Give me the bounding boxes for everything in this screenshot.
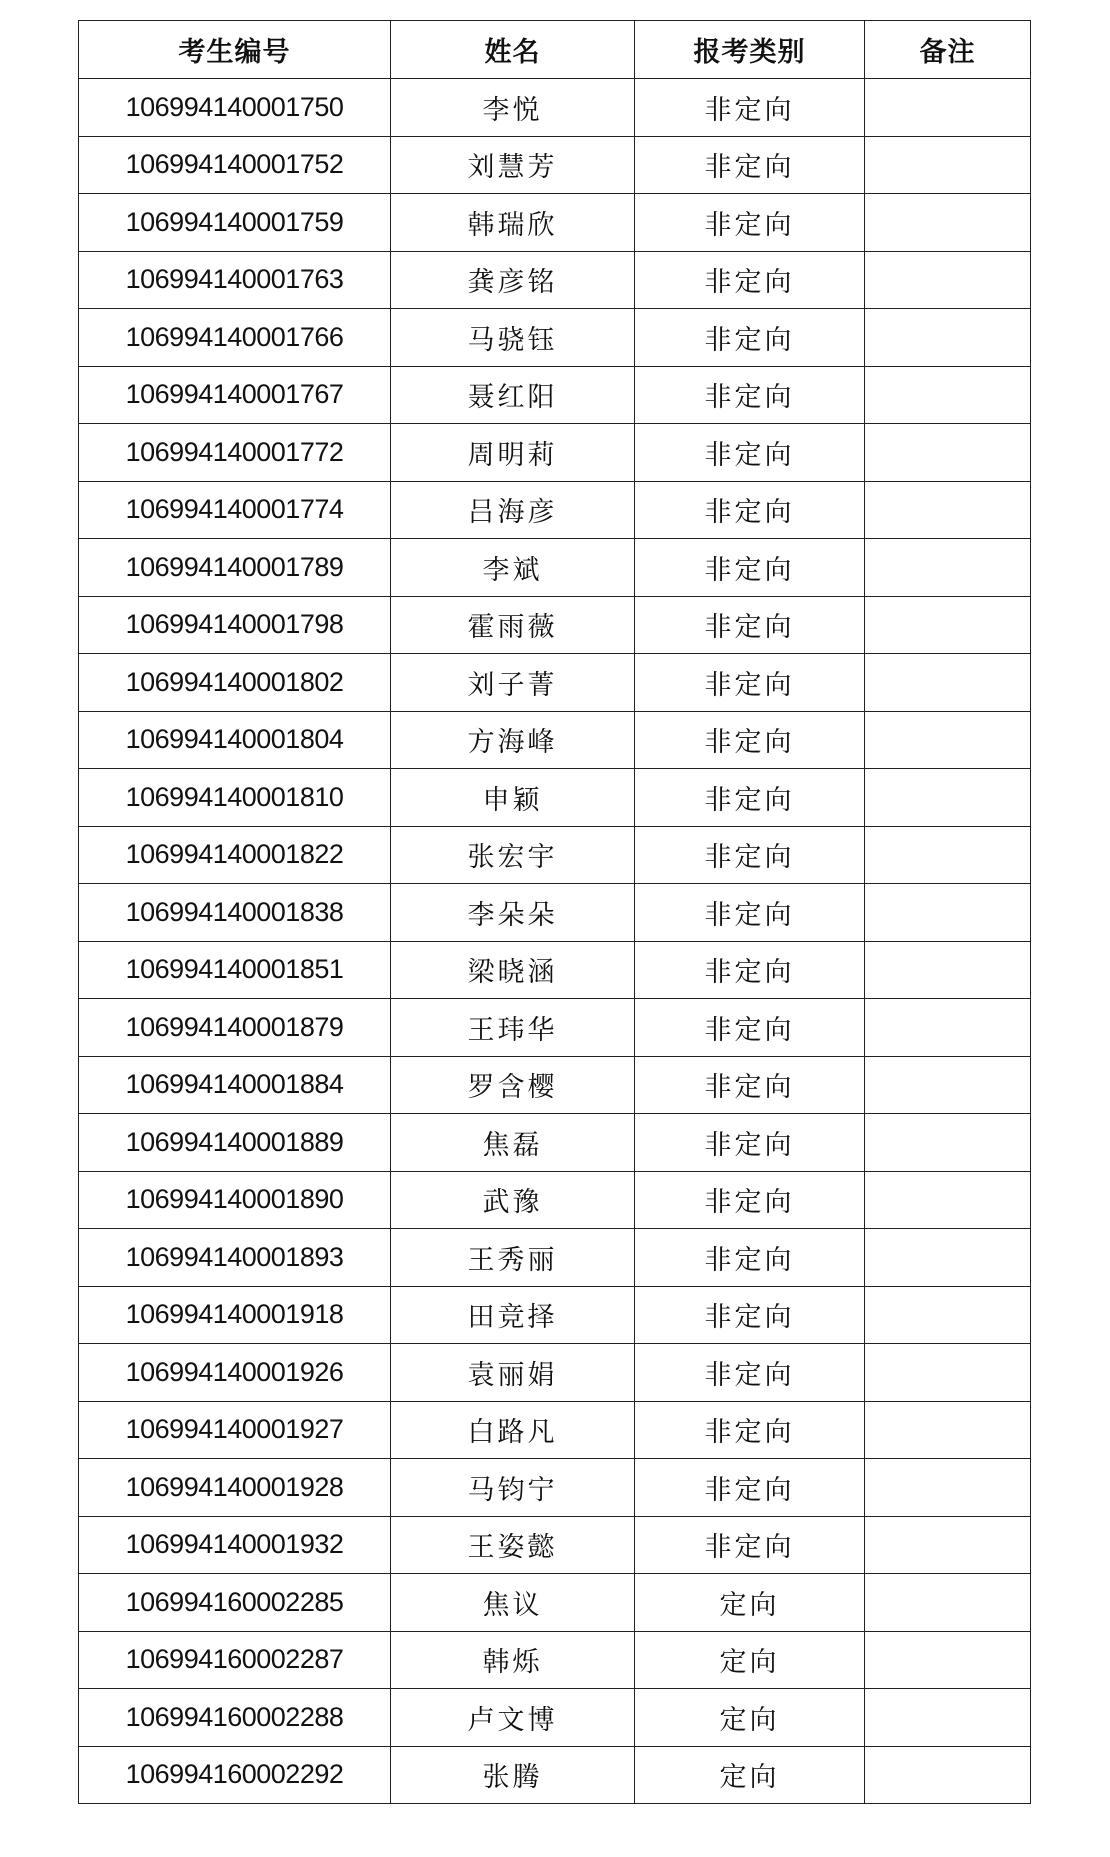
candidate-id-cell: 106994160002285 bbox=[79, 1574, 391, 1632]
table-row bbox=[79, 884, 1031, 942]
candidate-id-cell: 106994140001810 bbox=[79, 769, 391, 827]
candidate-id-cell: 106994140001766 bbox=[79, 309, 391, 367]
candidate-id-cell: 106994140001789 bbox=[79, 539, 391, 597]
application-type-cell: 非定向 bbox=[635, 251, 865, 309]
candidate-id-cell: 106994140001851 bbox=[79, 941, 391, 999]
table-row bbox=[79, 1401, 1031, 1459]
remarks-cell bbox=[865, 654, 1031, 712]
candidate-name-cell: 焦磊 bbox=[391, 1114, 635, 1172]
candidate-name-cell: 卢文博 bbox=[391, 1689, 635, 1747]
remarks-cell bbox=[865, 826, 1031, 884]
remarks-cell bbox=[865, 79, 1031, 137]
table-row bbox=[79, 1114, 1031, 1172]
table-row bbox=[79, 826, 1031, 884]
candidate-name-cell: 韩烁 bbox=[391, 1631, 635, 1689]
candidate-name-cell: 王姿懿 bbox=[391, 1516, 635, 1574]
candidate-id-cell: 106994140001772 bbox=[79, 424, 391, 482]
candidate-name-cell: 申颖 bbox=[391, 769, 635, 827]
candidate-name-cell: 王玮华 bbox=[391, 999, 635, 1057]
remarks-cell bbox=[865, 769, 1031, 827]
table-row bbox=[79, 539, 1031, 597]
candidate-name-cell: 霍雨薇 bbox=[391, 596, 635, 654]
remarks-cell bbox=[865, 1286, 1031, 1344]
remarks-cell bbox=[865, 366, 1031, 424]
header-application-type: 报考类别 bbox=[635, 21, 865, 79]
table-body bbox=[79, 79, 1031, 1804]
table-header bbox=[79, 21, 1031, 79]
application-type-cell: 非定向 bbox=[635, 941, 865, 999]
table-row bbox=[79, 1516, 1031, 1574]
remarks-cell bbox=[865, 1631, 1031, 1689]
remarks-cell bbox=[865, 711, 1031, 769]
candidate-id-cell: 106994140001926 bbox=[79, 1344, 391, 1402]
table-row bbox=[79, 596, 1031, 654]
table-row bbox=[79, 1746, 1031, 1804]
application-type-cell: 定向 bbox=[635, 1574, 865, 1632]
remarks-cell bbox=[865, 539, 1031, 597]
remarks-cell bbox=[865, 1459, 1031, 1517]
remarks-cell bbox=[865, 1689, 1031, 1747]
table-row bbox=[79, 481, 1031, 539]
remarks-cell bbox=[865, 424, 1031, 482]
candidate-name-cell: 马钧宁 bbox=[391, 1459, 635, 1517]
application-type-cell: 定向 bbox=[635, 1746, 865, 1804]
remarks-cell bbox=[865, 1746, 1031, 1804]
table-row bbox=[79, 654, 1031, 712]
candidate-id-cell: 106994140001889 bbox=[79, 1114, 391, 1172]
application-type-cell: 非定向 bbox=[635, 481, 865, 539]
candidate-name-cell: 刘慧芳 bbox=[391, 136, 635, 194]
candidate-id-cell: 106994140001879 bbox=[79, 999, 391, 1057]
candidate-name-cell: 李朵朵 bbox=[391, 884, 635, 942]
application-type-cell: 非定向 bbox=[635, 1056, 865, 1114]
candidate-name-cell: 张腾 bbox=[391, 1746, 635, 1804]
remarks-cell bbox=[865, 1056, 1031, 1114]
candidate-name-cell: 刘子菁 bbox=[391, 654, 635, 712]
candidate-id-cell: 106994140001804 bbox=[79, 711, 391, 769]
candidate-id-cell: 106994140001774 bbox=[79, 481, 391, 539]
candidate-name-cell: 吕海彦 bbox=[391, 481, 635, 539]
table-row bbox=[79, 1171, 1031, 1229]
candidate-id-cell: 106994140001890 bbox=[79, 1171, 391, 1229]
application-type-cell: 非定向 bbox=[635, 194, 865, 252]
candidate-id-cell: 106994160002292 bbox=[79, 1746, 391, 1804]
candidate-name-cell: 白路凡 bbox=[391, 1401, 635, 1459]
remarks-cell bbox=[865, 1171, 1031, 1229]
application-type-cell: 非定向 bbox=[635, 884, 865, 942]
candidate-name-cell: 田竞择 bbox=[391, 1286, 635, 1344]
table-row bbox=[79, 941, 1031, 999]
header-remarks: 备注 bbox=[865, 21, 1031, 79]
remarks-cell bbox=[865, 1401, 1031, 1459]
table-row bbox=[79, 1286, 1031, 1344]
remarks-cell bbox=[865, 309, 1031, 367]
table-row bbox=[79, 999, 1031, 1057]
candidate-name-cell: 李悦 bbox=[391, 79, 635, 137]
candidate-id-cell: 106994140001893 bbox=[79, 1229, 391, 1287]
table-row bbox=[79, 1574, 1031, 1632]
candidate-name-cell: 王秀丽 bbox=[391, 1229, 635, 1287]
candidate-id-cell: 106994140001763 bbox=[79, 251, 391, 309]
candidate-name-cell: 龚彦铭 bbox=[391, 251, 635, 309]
application-type-cell: 非定向 bbox=[635, 1516, 865, 1574]
candidate-id-cell: 106994140001927 bbox=[79, 1401, 391, 1459]
remarks-cell bbox=[865, 1344, 1031, 1402]
application-type-cell: 非定向 bbox=[635, 999, 865, 1057]
application-type-cell: 非定向 bbox=[635, 769, 865, 827]
remarks-cell bbox=[865, 136, 1031, 194]
table-row bbox=[79, 424, 1031, 482]
candidate-id-cell: 106994140001928 bbox=[79, 1459, 391, 1517]
application-type-cell: 定向 bbox=[635, 1631, 865, 1689]
table-row bbox=[79, 1631, 1031, 1689]
candidate-name-cell: 罗含樱 bbox=[391, 1056, 635, 1114]
table-row bbox=[79, 1459, 1031, 1517]
application-type-cell: 非定向 bbox=[635, 826, 865, 884]
remarks-cell bbox=[865, 596, 1031, 654]
remarks-cell bbox=[865, 481, 1031, 539]
header-row bbox=[79, 21, 1031, 79]
remarks-cell bbox=[865, 194, 1031, 252]
table-row bbox=[79, 711, 1031, 769]
table-row bbox=[79, 1056, 1031, 1114]
table-row bbox=[79, 366, 1031, 424]
table-row bbox=[79, 251, 1031, 309]
candidate-id-cell: 106994160002288 bbox=[79, 1689, 391, 1747]
candidate-id-cell: 106994140001822 bbox=[79, 826, 391, 884]
table-row bbox=[79, 194, 1031, 252]
candidate-id-cell: 106994140001802 bbox=[79, 654, 391, 712]
candidate-name-cell: 周明莉 bbox=[391, 424, 635, 482]
table-row bbox=[79, 79, 1031, 137]
application-type-cell: 非定向 bbox=[635, 309, 865, 367]
remarks-cell bbox=[865, 941, 1031, 999]
candidate-table bbox=[78, 20, 1031, 1804]
candidate-name-cell: 韩瑞欣 bbox=[391, 194, 635, 252]
candidate-name-cell: 方海峰 bbox=[391, 711, 635, 769]
candidate-name-cell: 梁晓涵 bbox=[391, 941, 635, 999]
candidate-id-cell: 106994140001884 bbox=[79, 1056, 391, 1114]
header-name: 姓名 bbox=[391, 21, 635, 79]
application-type-cell: 非定向 bbox=[635, 424, 865, 482]
application-type-cell: 非定向 bbox=[635, 136, 865, 194]
candidate-id-cell: 106994140001759 bbox=[79, 194, 391, 252]
table-row bbox=[79, 1344, 1031, 1402]
application-type-cell: 非定向 bbox=[635, 366, 865, 424]
header-candidate-id: 考生编号 bbox=[79, 21, 391, 79]
candidate-id-cell: 106994160002287 bbox=[79, 1631, 391, 1689]
application-type-cell: 非定向 bbox=[635, 596, 865, 654]
remarks-cell bbox=[865, 884, 1031, 942]
candidate-id-cell: 106994140001767 bbox=[79, 366, 391, 424]
candidate-name-cell: 聂红阳 bbox=[391, 366, 635, 424]
table-row bbox=[79, 136, 1031, 194]
application-type-cell: 非定向 bbox=[635, 79, 865, 137]
candidate-id-cell: 106994140001932 bbox=[79, 1516, 391, 1574]
candidate-id-cell: 106994140001918 bbox=[79, 1286, 391, 1344]
candidate-id-cell: 106994140001752 bbox=[79, 136, 391, 194]
application-type-cell: 非定向 bbox=[635, 539, 865, 597]
table-row bbox=[79, 769, 1031, 827]
remarks-cell bbox=[865, 1229, 1031, 1287]
remarks-cell bbox=[865, 1574, 1031, 1632]
remarks-cell bbox=[865, 1516, 1031, 1574]
application-type-cell: 非定向 bbox=[635, 1286, 865, 1344]
application-type-cell: 非定向 bbox=[635, 1171, 865, 1229]
candidate-id-cell: 106994140001798 bbox=[79, 596, 391, 654]
application-type-cell: 非定向 bbox=[635, 1114, 865, 1172]
candidate-name-cell: 袁丽娟 bbox=[391, 1344, 635, 1402]
application-type-cell: 定向 bbox=[635, 1689, 865, 1747]
application-type-cell: 非定向 bbox=[635, 1344, 865, 1402]
application-type-cell: 非定向 bbox=[635, 1459, 865, 1517]
application-type-cell: 非定向 bbox=[635, 654, 865, 712]
remarks-cell bbox=[865, 999, 1031, 1057]
document-page bbox=[78, 20, 1030, 1804]
candidate-name-cell: 李斌 bbox=[391, 539, 635, 597]
remarks-cell bbox=[865, 251, 1031, 309]
candidate-id-cell: 106994140001838 bbox=[79, 884, 391, 942]
application-type-cell: 非定向 bbox=[635, 1229, 865, 1287]
application-type-cell: 非定向 bbox=[635, 711, 865, 769]
candidate-name-cell: 张宏宇 bbox=[391, 826, 635, 884]
candidate-name-cell: 马骁钰 bbox=[391, 309, 635, 367]
candidate-name-cell: 武豫 bbox=[391, 1171, 635, 1229]
table-row bbox=[79, 1229, 1031, 1287]
candidate-id-cell: 106994140001750 bbox=[79, 79, 391, 137]
remarks-cell bbox=[865, 1114, 1031, 1172]
application-type-cell: 非定向 bbox=[635, 1401, 865, 1459]
table-row bbox=[79, 1689, 1031, 1747]
candidate-name-cell: 焦议 bbox=[391, 1574, 635, 1632]
table-row bbox=[79, 309, 1031, 367]
